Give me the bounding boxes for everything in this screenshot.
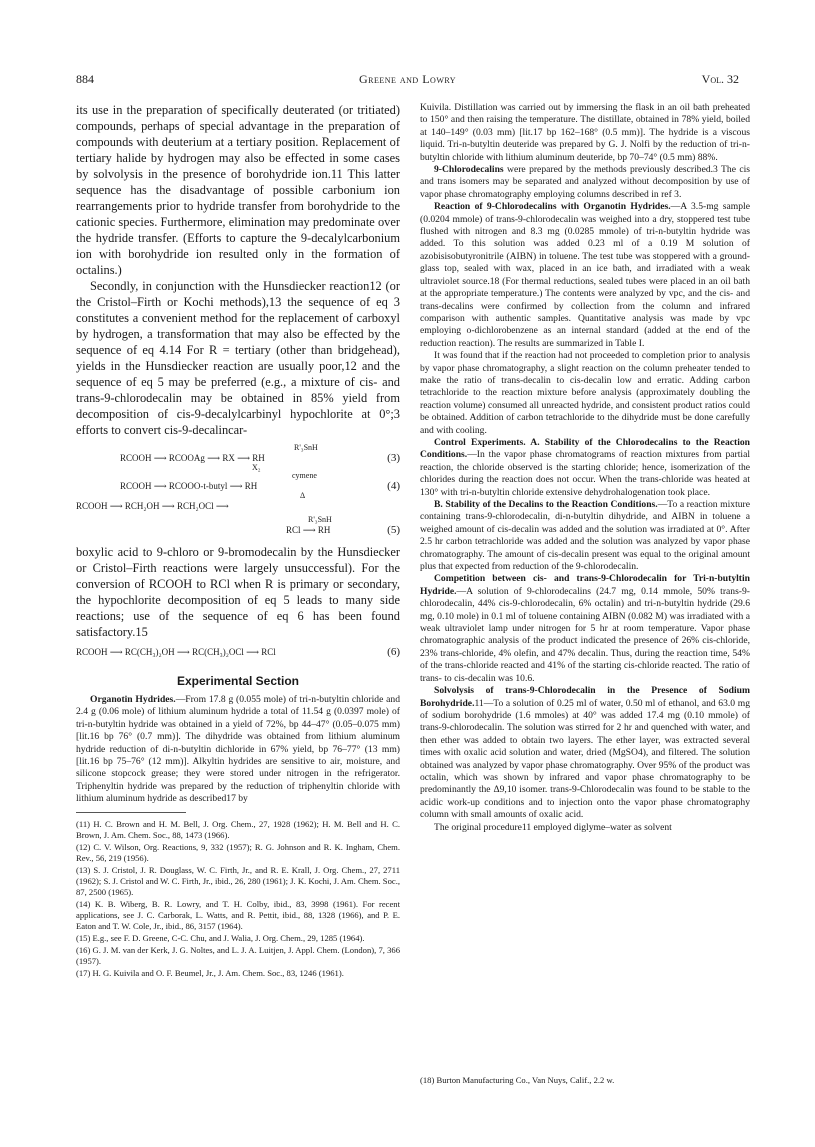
paragraph-text: were prepared by the methods previously described.3 The cis and trans isomers may be separated and analyzed without decomposition by use of vapor phase chromatography employing columns described in ref 3. (420, 164, 750, 200)
body-paragraph: its use in the preparation of specifically deuterated (or tritiated) compounds, perhaps of special advantage in the preparation of compounds with deuterium at a tertiary position. Replacement of tertiary halide by hydrogen may also be effected in some cases by solvolysis in the presence of borohydride ion.11 This latter sequence has the disadvantage of possible carbonium ion rearrangements prior to hydride transfer from borohydride to the cationic species. Furthermore, elimination may predominate over the hydride transfer. (Efforts to capture the 9-decalylcarbonium ion with borohydride ion resulted only in the formation of octalins.) (76, 103, 400, 277)
footnote: (15) E.g., see F. D. Greene, C-C. Chu, and J. Walia, J. Org. Chem., 29, 1285 (1964). (76, 932, 365, 943)
equation-number: (4) (387, 480, 400, 492)
reagent-label: R'₃SnH (308, 515, 332, 524)
body-paragraph: It was found that if the reaction had not proceeded to completion prior to analysis by vapor phase chromatography, a slight reaction on the column preheater tended to make the ratio of trans-decalin to cis-decalin low and erratic. Adding carbon tetrachloride to the reaction mixture before analysis (approximately doubling the reaction volume) consumed all unreacted hydride, and consistent product ratios could be obtained. Addition of carbon tetrachloride to the dihydride must be done carefully and with cooling. (420, 350, 750, 436)
footnote: (12) C. V. Wilson, Org. Reactions, 9, 332 (1957); R. G. Johnson and R. K. Ingham, Chem. Rev., 56, 219 (1956). (76, 841, 400, 863)
page-number: 884 (76, 72, 94, 86)
body-paragraph (420, 573, 750, 685)
equation-5-line1 (76, 500, 400, 514)
paragraph-text: —A solution of 9-chlorodecalins (24.7 mg, 0.14 mmole, 50% trans-9-chlorodecalin, 44% cis-9-chlorodecalin, 6% octalin) and tri-n-butyltin hydride (29.6 mg, 0.10 mole) in 0.1 ml of toluene containing AIBN (0.082 M) was irradiated with a weak ultraviolet lamp under nitrogen for 5 hr at room temperature. Vapor phase chromatographic analysis of the product indicated the presence of 26% cis-chloride, 23% trans-chloride, 4% olefin, and 47% decalin. Thus, during the reaction time, 54% of the trans-chloride reacted and 41% of the starting cis-chloride reacted. The ratio of trans- to cis-decalin was 10.6. (420, 585, 750, 684)
body-paragraph (420, 685, 750, 821)
paragraph-text: —In the vapor phase chromatograms of reaction mixtures from partial reaction, the chloride observed is the starting chloride; hence, isomerization of the chlorides during the reaction does not occur. When the trans-chloride was heated at 130° with tri-n-butyltin chloride extensive dehydrohalogenation took place. (420, 449, 750, 498)
footnote: (13) S. J. Cristol, J. R. Douglass, W. C. Firth, Jr., and R. E. Krall, J. Org. Chem., 27, 2711 (1962); S. J. Cristol and W. C. Firth, Jr., ibid., 26, 280 (1961); J. K. Kochi, J. Am. Chem. Soc., 87, 2500 (1965). (76, 864, 400, 897)
paragraph-heading: Solvolysis of trans-9-Chlorodecalin in the Presence of Sodium Borohydride. (420, 685, 750, 709)
running-title: Greene and Lowry (358, 72, 457, 86)
reagent-label: X₂ (252, 463, 261, 472)
footnotes (76, 819, 400, 979)
footnote: (16) G. J. M. van der Kerk, J. G. Noltes, and L. J. A. Luitjen, J. Appl. Chem. (London), 7, 366 (1957). (76, 944, 400, 966)
paragraph-heading: Control Experiments. A. Stability of the Chlorodecalins to the Reaction Conditions. (420, 436, 750, 461)
body-paragraph (420, 437, 750, 499)
paragraph-text: 11—To a solution of 0.25 ml of water, 0.50 ml of ethanol, and 63.0 mg of sodium borohydride (1.6 mmoles) at 40° was added 17.4 mg (0.10 mmole) of trans-9-chlorodecalin. The solution was stirred for 2 hr and quenched with water, and then ether was added to obtain two layers. The ether layer, was extracted several times with oxalic acid solution and water, dried (MgSO4), and filtered. The solution obtained was analyzed by vapor phase chromatography. Over 95% of the product was octalin, which was shown by infrared and vapor phase chromatography to be predominantly the Δ9,10 isomer. trans-9-Chlorodecalin was found to be stable to the acidic work-up conditions and to injection onto the vapor phase chromatography column with small amounts of oxalic acid. (420, 697, 750, 821)
paragraph-text: —To a reaction mixture containing trans-9-chlorodecalin, di-n-butyltin dihydride, and AIBN in toluene a weighed amount of cis-decalin was added and the solution was irradiated at 0°. After 2.5 hr carbon tetrachloride was added and the solution was analyzed by vapor phase chromatography. The amount of cis-decalin present was equal to the original amount plus that expected from reduction of the 9-chlorodecalin. (420, 499, 750, 573)
equation-body: RCOOH ⟶ RCOOO-t-butyl ⟶ RH (120, 481, 258, 491)
equation-number: (6) (387, 646, 400, 658)
equation-6 (76, 642, 400, 662)
equation-4 (76, 472, 400, 498)
body-paragraph: Kuivila. Distillation was carried out by immersing the flask in an oil bath preheated to 150° and then raising the temperature. The distillate, obtained in 78% yield, boiled at 140–149° (0.03 mm) [lit.17 bp 162–168° (0.5 mm)]. The hydride is a viscous liquid. Tri-n-butyltin deuteride was prepared by G. J. Nolfi by the reduction of tri-n-butyltin chloride with lithium aluminum deuteride, bp 70–74° (0.5 mm) 88%. (420, 102, 750, 163)
body-paragraph: Secondly, in conjunction with the Hunsdiecker reaction12 (or the Cristol–Firth or Kochi methods),13 the sequence of eq 3 constitutes a convenient method for the replacement of carboxyl by hydrogen, a transformation that may also be effected by the sequence of eq 4.14 For R = tertiary (other than bridgehead), yields in the Hunsdiecker reaction are usually poor,12 and the sequence of eq 5 may be preferred (e.g., a mixture of cis- and trans-9-chlorodecalin may be obtained in 85% yield from decomposition of cis-9-decalylcarbinyl hypochlorite at 0°;3 efforts to convert cis-9-decalincar- (76, 279, 400, 437)
equation-body: RCOOH ⟶ RCOOAg ⟶ RX ⟶ RH (120, 453, 265, 463)
paragraph-heading: B. Stability of the Decalins to the Reaction Conditions. (434, 499, 658, 510)
paragraph-heading: 9-Chlorodecalins (434, 164, 504, 176)
footnote-divider (76, 812, 186, 813)
body-paragraph: The original procedure11 employed diglyme–water as solvent (434, 821, 672, 833)
body-paragraph (420, 499, 750, 573)
equation-3 (76, 444, 400, 470)
paragraph-heading: Reaction of 9-Chlorodecalins with Organotin Hydrides. (434, 201, 671, 213)
footnote: (11) H. C. Brown and H. M. Bell, J. Org. Chem., 27, 1928 (1962); H. M. Bell and H. C. Brown, J. Am. Chem. Soc., 88, 1473 (1966). (76, 818, 400, 840)
paragraph-text: —A 3.5-mg sample (0.0204 mmole) of trans-9-chlorodecalin was weighed into a dry, stoppered test tube flushed with nitrogen and 8.3 mg (0.0285 mmole) of tri-n-butyltin hydride was added. To this solution was added 0.23 ml of a 0.19 M solution of azobisisobutyronitrile (AIBN) in toluene. The test tube was stoppered with a ground-glass top, sealed with wax, placed in an ice bath, and irradiated with a weak ultraviolet source.18 (For thermal reductions, sealed tubes were placed in an oil bath at the appropriate temperature.) The contents were analyzed by vpc, and the cis- and trans-decalins were confirmed by collection from the column and infrared comparison with authentic samples. Quantitative analysis was made by vpc employing o-dichlorobenzene as an internal standard (added at the end of the reduction reaction). The results are summarized in Table I. (420, 201, 750, 349)
equation-number: (5) (387, 524, 400, 536)
paragraph-heading: Competition between cis- and trans-9-Chlorodecalin for Tri-n-butyltin Hydride. (420, 573, 750, 597)
equation-body: RCOOH ⟶ RCH₂OH ⟶ RCH₂OCl ⟶ (76, 501, 229, 511)
paragraph-text: —From 17.8 g (0.055 mole) of tri-n-butyltin chloride and 2.4 g (0.06 mole) of lithium aluminum hydride a total of 11.54 g (0.0397 mole) of tri-n-butyltin hydride was obtained in a yield of 72%, bp 44–47° (0.05–0.075 mm) [lit.16 bp 76° (0.7 mm)]. The dihydride was obtained from lithium aluminum hydride reduction of di-n-butyltin dichloride in 67% yield, bp 76–77° (13 mm) [lit.16 bp 75–76° (12 mm)]. Alkyltin hydrides are sensitive to air, moisture, and silicone stopcock grease; they were stored under nitrogen in the refrigerator. Triphenyltin hydride was prepared by the reduction of triphenyltin chloride with lithium aluminum hydride as described17 by (76, 694, 400, 805)
body-paragraph: boxylic acid to 9-chloro or 9-bromodecalin by the Hunsdiecker or Cristol–Firth reactions were largely unsuccessful). For the conversion of RCOOH to RCl when R is primary or secondary, the hypochlorite decomposition of eq 5 leads to many side reactions; use of the sequence of eq 6 has been found satisfactory.15 (76, 545, 400, 639)
equation-body: RCOOH ⟶ RC(CH₃)₂OH ⟶ RC(CH₃)₂OCl ⟶ RCl (76, 647, 276, 657)
reagent-label: R'₃SnH (294, 443, 318, 452)
equation-5-line2 (76, 516, 400, 542)
running-header (76, 72, 739, 92)
footnote: (18) Burton Manufacturing Co., Van Nuys, Calif., 2.2 w. (420, 1075, 615, 1085)
equation-number: (3) (387, 452, 400, 464)
left-column (76, 102, 400, 980)
volume-label: Vol. 32 (701, 72, 739, 86)
right-column (420, 102, 750, 834)
experimental-paragraph (76, 694, 400, 806)
footnote: (17) H. G. Kuivila and O. F. Beumel, Jr., J. Am. Chem. Soc., 83, 1246 (1961). (76, 967, 344, 978)
body-paragraph (420, 201, 750, 350)
reagent-label: cymene (292, 471, 317, 480)
footnote: (14) K. B. Wiberg, B. R. Lowry, and T. H. Colby, ibid., 83, 3998 (1961). For recent applications, see J. C. Carborak, L. Watts, and R. Pettit, ibid., 88, 1328 (1966), and P. E. Eaton and T. W. Cole, Jr., ibid., 86, 3157 (1964). (76, 898, 400, 931)
section-title: Experimental Section (176, 674, 300, 688)
paragraph-heading: Organotin Hydrides. (90, 694, 176, 705)
reagent-label: Δ (300, 491, 306, 500)
body-paragraph (420, 164, 750, 201)
equation-body: RCl ⟶ RH (286, 525, 331, 535)
